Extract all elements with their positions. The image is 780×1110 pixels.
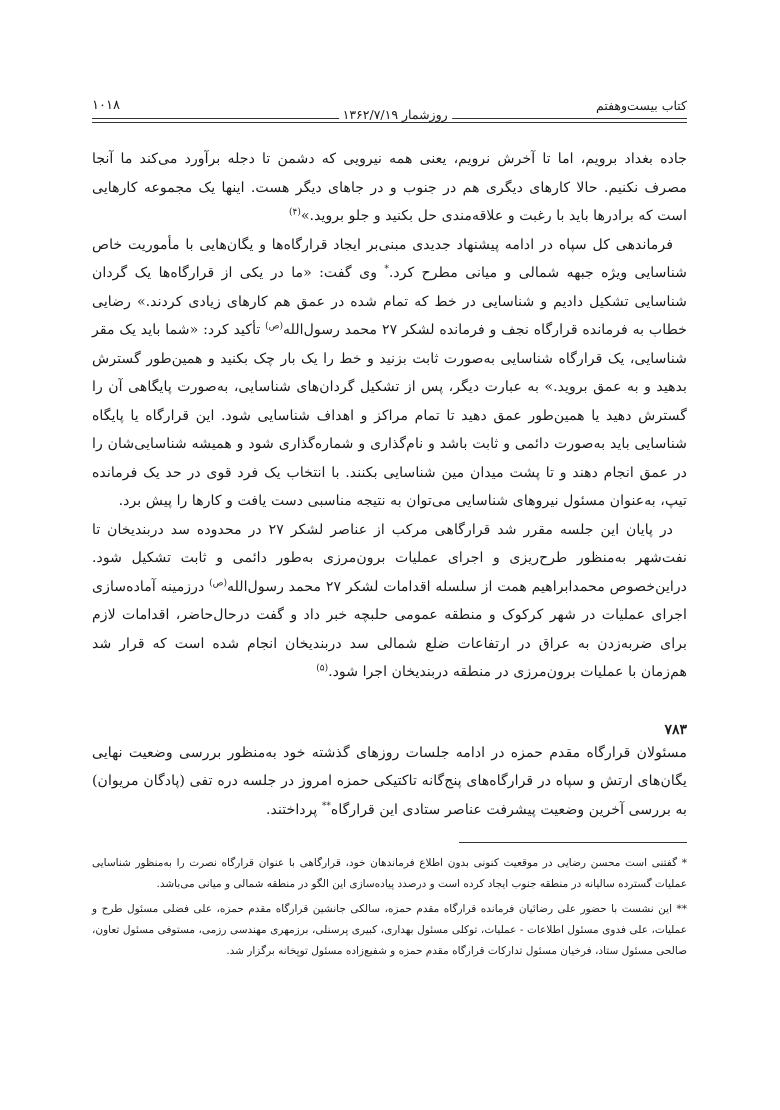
running-header [92, 90, 687, 122]
paragraph: در پایان این جلسه مقرر شد قرارگاهی مرکب از عناصر لشکر ۲۷ در محدوده سد دربندیخان تا نفت‌شهر به‌منظور طرح‌ریزی و اجرای عملیات برون‌مرزی به‌طور دائمی و ثابت تشکیل شود. دراین‌خصوص محمدابراهیم همت از سلسله اقدامات لشکر ۲۷ محمد رسول‌الله$^{(ص)}$ درزمینه آماده‌سازی اجرای عملیات در شهر کرکوک و منطقه عمومی حلبچه خبر داد و گفت درحال‌حاضر، اقدامات لازم برای ضربه‌زدن به عراق در ارتفاعات ضلع شمالی سد دربندیخان انجام شده است که قرار شد هم‌زمان با عملیات برون‌مرزی در منطقه دربندیخان اجرا شود.$^{(۵)}$ [92, 521, 688, 680]
honorific: (ص) [265, 321, 284, 332]
footnote-marker: * [384, 264, 389, 275]
entry-number: ۷۸۳ [664, 721, 687, 738]
paragraph: جاده بغداد برویم، اما تا آخرش نرویم، یعنی همه نیرویی که دشمن تا دجله برآورد می‌کند ما آنجا مصرف نکنیم. حالا کارهای دیگری هم در جنوب و در جاهای دیگر هست. اینها یک مجموعه کارهایی است که برادرها باید با رغبت و علاقه‌مندی حل بکنید و جلو بروید.»$^{(۴)}$ [92, 151, 687, 224]
footnote: ** این نشست با حضور علی رضائیان فرمانده قرارگاه مقدم حمزه، سالکی جانشین قرارگاه مقدم حمزه، علی فضلی مسئول طرح و عملیات، علی فدوی مسئول اطلاعات - عملیات، توکلی مسئول بهداری، کبیری پرسنلی، برزمهری مهندسی رزمی، مستوفی مسئول تعاون، صالحی مسئول ستاد، فرخیان مسئول تدارکات قرارگاه مقدم حمزه و شفیع‌زاده مسئول توپخانه برگزار شد. [92, 903, 687, 957]
footnote: * گفتنی است محسن رضایی در موقعیت کنونی بدون اطلاع فرماندهان خود، قرارگاهی با عنوان قرارگاه نصرت را به‌منظور شناسایی عملیات گسترده سالیانه در منطقه جنوب ایجاد کرده است و درصدد پیاده‌سازی این الگو در منطقه شمالی و میانی می‌باشد. [92, 857, 687, 890]
endnote-ref: (۴) [289, 207, 301, 218]
paragraph: فرماندهی کل سپاه در ادامه پیشنهاد جدیدی مبنی‌بر ایجاد قرارگاه‌ها و یگان‌هایی با مأموریت خاص شناسایی ویژه جبهه شمالی و میانی مطرح کرد.* وی گفت: «ما در یکی از قرارگاه‌ها یک گردان شناسایی تشکیل دادیم و شناسایی در خط که تمام شده در عمق هم کارهای زیادی کردند.» رضایی خطاب به فرمانده قرارگاه نجف و فرمانده لشکر ۲۷ محمد رسول‌الله$^{(ص)}$ تأکید کرد: «شما باید یک مقر شناسایی، یک قرارگاه شناسایی به‌صورت ثابت بزنید و خط را یک بار چک بکنید و همین‌طور گسترش بدهید و به عمق بروید.» به عبارت دیگر، پس از تشکیل گردان‌های شناسایی، به‌صورت پایگاهی آن را گسترش دهید یا همین‌طور عمق دهید تا تمام مراکز و اهداف شناسایی شود. این قرارگاه یا پایگاه شناسایی باید به‌صورت دائمی و ثابت باشد و نام‌گذاری و شماره‌گذاری شود و همیشه شناسایی‌شان را در عمق انجام دهند و تا پشت میدان مین شناسایی بکنند. با انتخاب یک فرد قوی در حد یک فرمانده تیپ، به‌عنوان مسئول نیروهای شناسایی می‌توان به نتیجه مناسبی دست یافت و کارها را پیش برد. [92, 236, 687, 509]
date-label: روزشمار ۱۳۶۲/۷/۱۹ [339, 107, 452, 122]
body-text [92, 145, 687, 687]
entry-text: مسئولان قرارگاه مقدم حمزه در ادامه جلسات روزهای گذشته خود به‌منظور بررسی وضعیت نهایی یگان‌های ارتش و سپاه در قرارگاه‌های پنج‌گانه تاکتیکی حمزه امروز در جلسه دره تفی (پادگان مریوان) به بررسی آخرین وضعیت پیشرفت عناصر ستادی این قرارگاه** پرداختند. [92, 744, 687, 818]
honorific: (ص) [209, 577, 227, 588]
book-title: کتاب بیست‌وهفتم [596, 98, 687, 113]
footnote-marker: ** [321, 800, 331, 811]
footnote-rule [459, 842, 687, 843]
footnotes [92, 853, 687, 962]
page-number: ۱۰۱۸ [92, 98, 120, 113]
endnote-ref: (۵) [316, 663, 329, 674]
book-page [92, 90, 687, 966]
